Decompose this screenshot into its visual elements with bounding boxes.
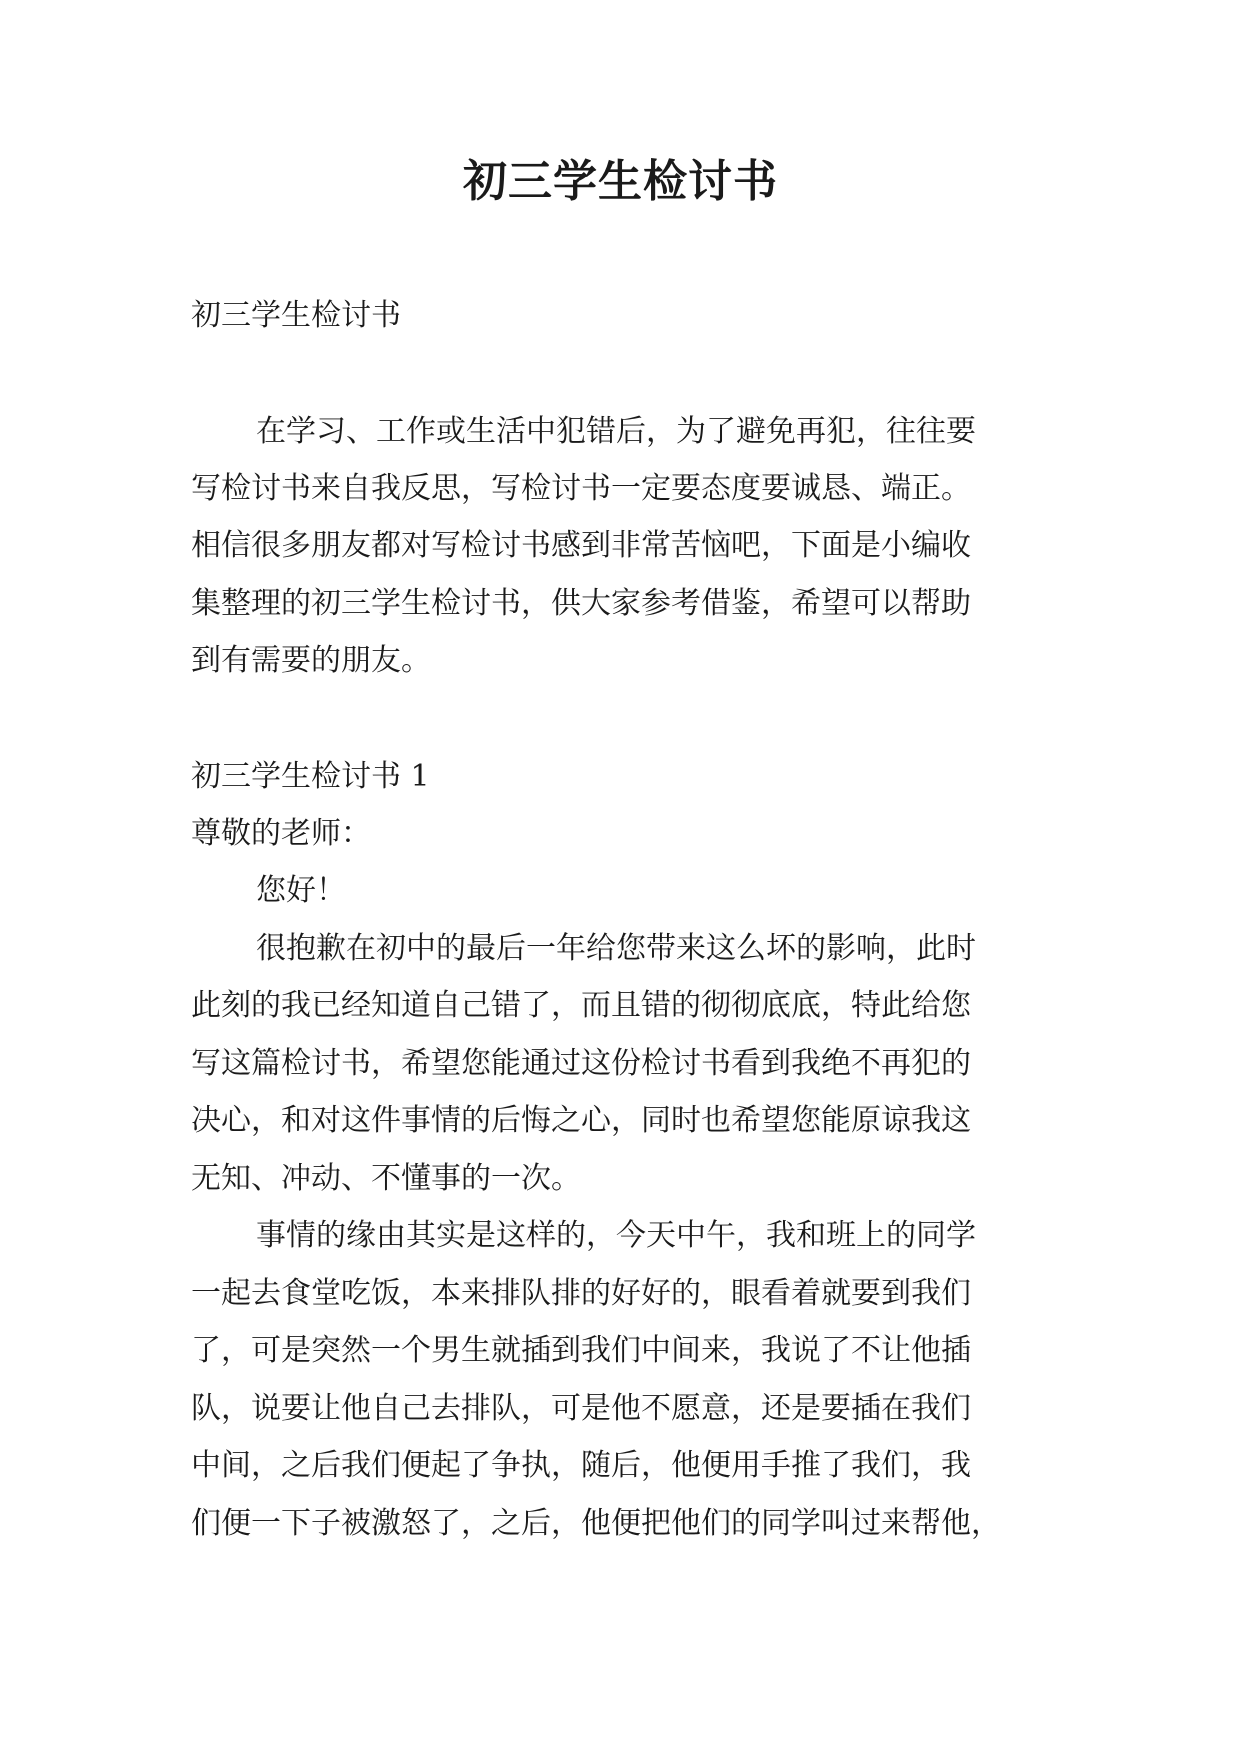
subtitle-line: 初三学生检讨书 bbox=[191, 298, 401, 333]
body-line: 队，说要让他自己去排队，可是他不愿意，还是要插在我们 bbox=[191, 1391, 971, 1426]
section-heading: 初三学生检讨书 1 bbox=[191, 759, 430, 794]
intro-line-5: 到有需要的朋友。 bbox=[191, 643, 431, 678]
intro-line-4: 集整理的初三学生检讨书，供大家参考借鉴，希望可以帮助 bbox=[191, 586, 971, 621]
body-line: 事情的缘由其实是这样的，今天中午，我和班上的同学 bbox=[256, 1218, 976, 1253]
document-title: 初三学生检讨书 bbox=[463, 156, 778, 207]
intro-line-3: 相信很多朋友都对写检讨书感到非常苦恼吧，下面是小编收 bbox=[191, 528, 971, 563]
body-line: 此刻的我已经知道自己错了，而且错的彻彻底底，特此给您 bbox=[191, 988, 971, 1023]
salutation: 尊敬的老师： bbox=[191, 816, 371, 851]
body-line: 了，可是突然一个男生就插到我们中间来，我说了不让他插 bbox=[191, 1333, 971, 1368]
body-line: 中间，之后我们便起了争执，随后，他便用手推了我们，我 bbox=[191, 1448, 971, 1483]
intro-line-2: 写检讨书来自我反思，写检讨书一定要态度要诚恳、端正。 bbox=[191, 471, 971, 506]
intro-line-1: 在学习、工作或生活中犯错后，为了避免再犯，往往要 bbox=[256, 414, 976, 449]
body-line: 决心，和对这件事情的后悔之心，同时也希望您能原谅我这 bbox=[191, 1103, 971, 1138]
body-line: 写这篇检讨书，希望您能通过这份检讨书看到我绝不再犯的 bbox=[191, 1046, 971, 1081]
body-line: 一起去食堂吃饭，本来排队排的好好的，眼看着就要到我们 bbox=[191, 1276, 971, 1311]
body-line: 无知、冲动、不懂事的一次。 bbox=[191, 1161, 581, 1196]
greeting: 您好！ bbox=[256, 873, 346, 908]
body-line: 很抱歉在初中的最后一年给您带来这么坏的影响，此时 bbox=[256, 931, 976, 966]
body-line: 们便一下子被激怒了，之后，他便把他们的同学叫过来帮他， bbox=[191, 1506, 1001, 1541]
